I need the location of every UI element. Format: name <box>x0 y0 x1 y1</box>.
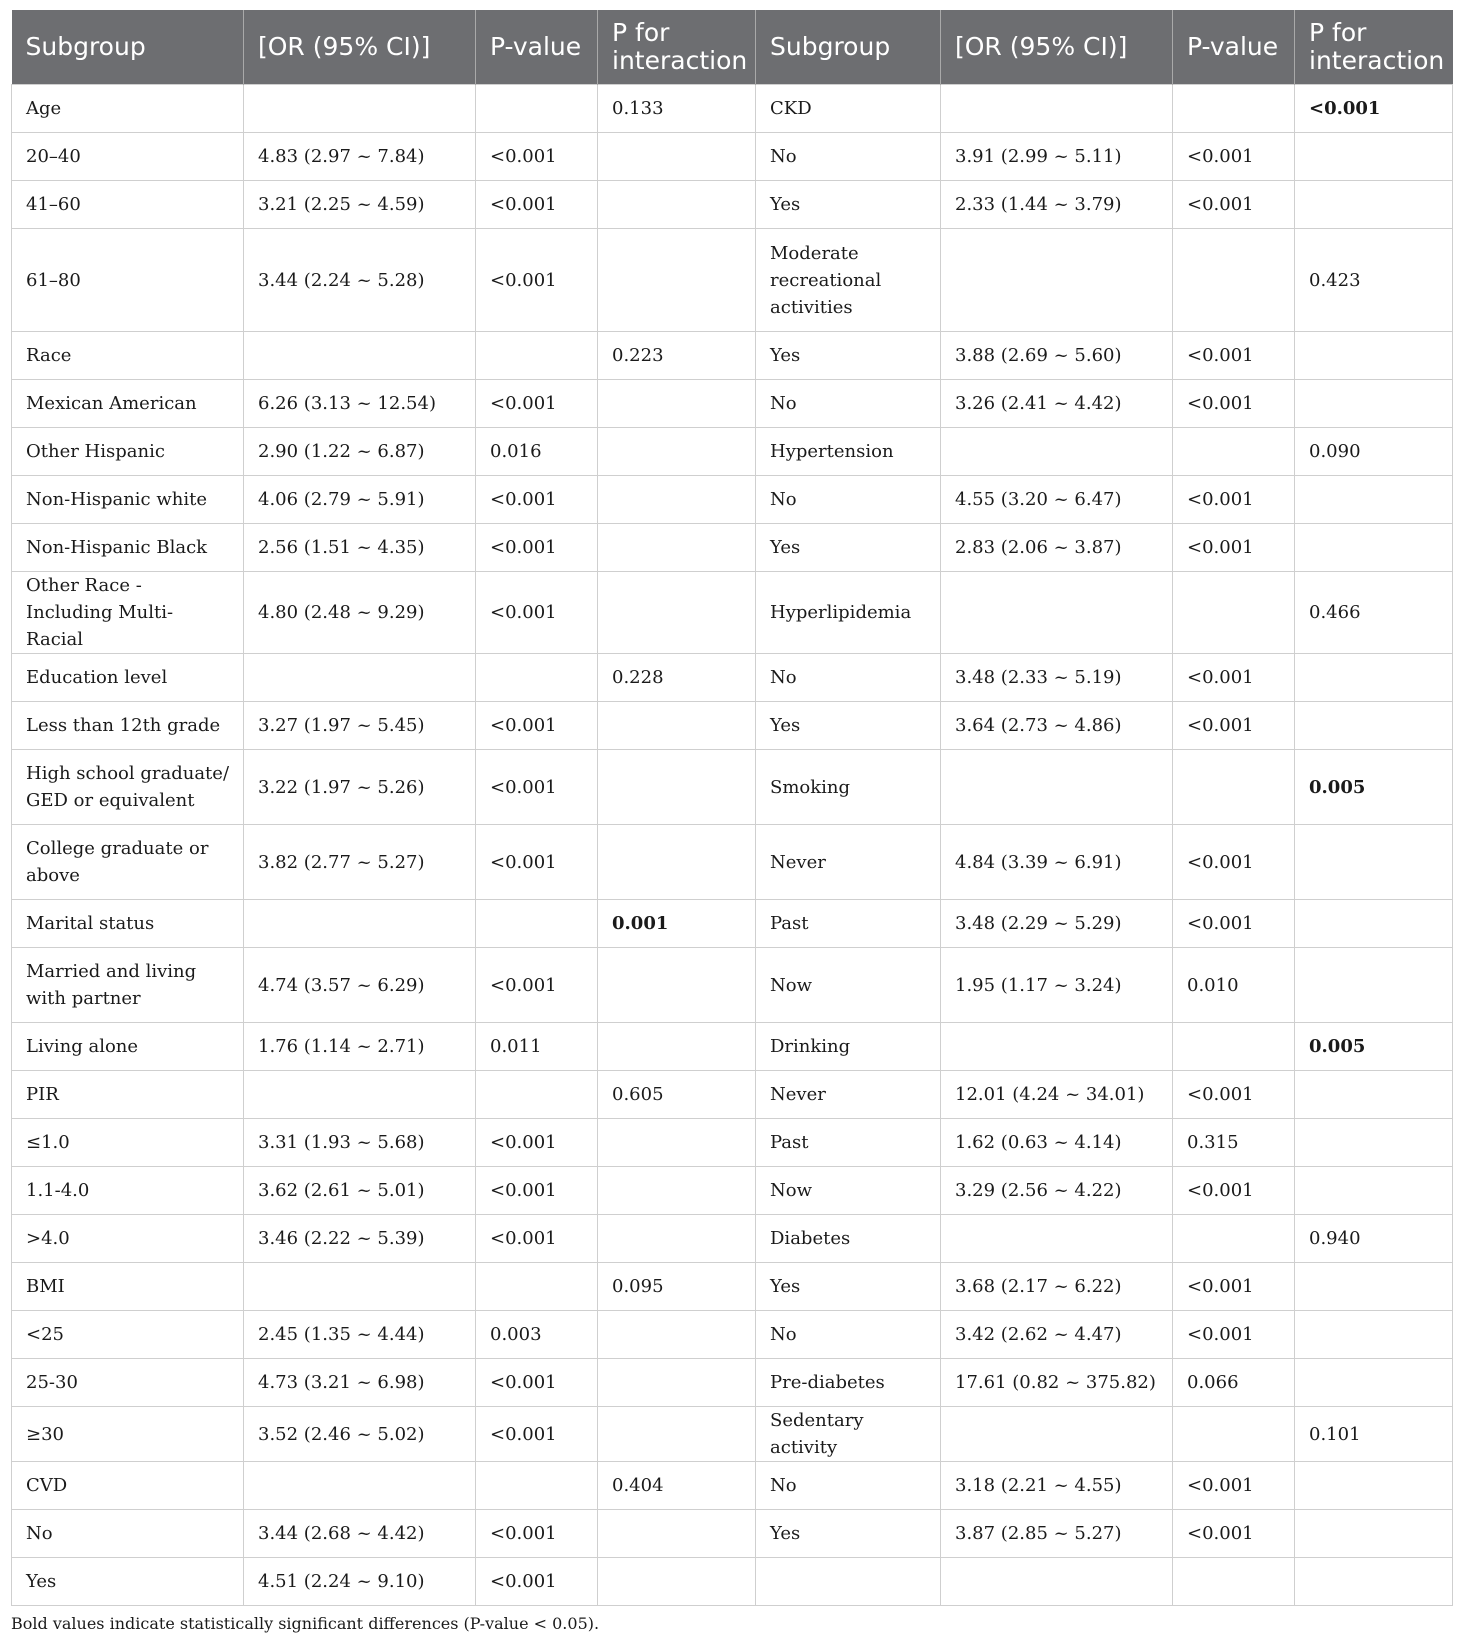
cell-p-interaction <box>598 229 756 332</box>
table-row <box>12 654 1453 702</box>
cell-subgroup: ≥30 <box>12 1407 244 1462</box>
cell-p-interaction <box>598 1311 756 1359</box>
cell-p-interaction-right <box>1295 702 1453 750</box>
table-row <box>12 476 1453 524</box>
cell-or-ci-right <box>941 1215 1173 1263</box>
cell-p-value: <0.001 <box>476 825 598 900</box>
cell-p-value: <0.001 <box>476 1359 598 1407</box>
cell-p-value-right <box>1173 428 1295 476</box>
header-p-interaction: P for interaction <box>598 10 756 85</box>
cell-subgroup: Education level <box>12 654 244 702</box>
cell-subgroup-right: CKD <box>756 85 941 133</box>
cell-subgroup-right: Past <box>756 1119 941 1167</box>
table-row <box>12 948 1453 1023</box>
cell-p-interaction <box>598 1510 756 1558</box>
cell-subgroup-right: Moderate recreational activities <box>756 229 941 332</box>
cell-subgroup: Other Race - Including Multi-Racial <box>12 572 244 654</box>
cell-subgroup: Non-Hispanic white <box>12 476 244 524</box>
cell-subgroup-right: Past <box>756 900 941 948</box>
subgroup-analysis-table <box>11 10 1453 1606</box>
cell-subgroup: No <box>12 1510 244 1558</box>
cell-p-interaction-right <box>1295 380 1453 428</box>
table-row <box>12 332 1453 380</box>
cell-or-ci: 4.74 (3.57 ~ 6.29) <box>244 948 476 1023</box>
cell-subgroup: Age <box>12 85 244 133</box>
cell-subgroup-right: Yes <box>756 524 941 572</box>
cell-or-ci: 3.31 (1.93 ~ 5.68) <box>244 1119 476 1167</box>
table-body <box>12 85 1453 1606</box>
table-row <box>12 380 1453 428</box>
significant-value: 0.001 <box>612 913 669 934</box>
cell-subgroup-right: Now <box>756 948 941 1023</box>
cell-or-ci <box>244 1263 476 1311</box>
cell-subgroup: 1.1-4.0 <box>12 1167 244 1215</box>
cell-p-value-right: <0.001 <box>1173 1462 1295 1510</box>
cell-p-value: <0.001 <box>476 1119 598 1167</box>
cell-p-value-right: <0.001 <box>1173 133 1295 181</box>
cell-or-ci <box>244 1462 476 1510</box>
cell-p-value: <0.001 <box>476 702 598 750</box>
cell-or-ci-right <box>941 1407 1173 1462</box>
cell-p-interaction-right <box>1295 1359 1453 1407</box>
cell-or-ci-right: 4.84 (3.39 ~ 6.91) <box>941 825 1173 900</box>
cell-p-value: <0.001 <box>476 1215 598 1263</box>
cell-or-ci: 3.44 (2.68 ~ 4.42) <box>244 1510 476 1558</box>
cell-p-value <box>476 1071 598 1119</box>
table-header-row <box>12 10 1453 85</box>
table-row <box>12 1311 1453 1359</box>
cell-or-ci-right: 3.91 (2.99 ~ 5.11) <box>941 133 1173 181</box>
cell-p-interaction-right <box>1295 1263 1453 1311</box>
cell-p-interaction <box>598 181 756 229</box>
cell-p-value-right: <0.001 <box>1173 654 1295 702</box>
table-row <box>12 702 1453 750</box>
cell-p-value <box>476 1462 598 1510</box>
cell-p-value: <0.001 <box>476 380 598 428</box>
cell-or-ci-right <box>941 750 1173 825</box>
cell-or-ci: 3.82 (2.77 ~ 5.27) <box>244 825 476 900</box>
cell-p-interaction <box>598 524 756 572</box>
cell-or-ci-right <box>941 428 1173 476</box>
table-row <box>12 428 1453 476</box>
cell-p-value <box>476 85 598 133</box>
cell-p-value: <0.001 <box>476 524 598 572</box>
cell-p-value-right <box>1173 85 1295 133</box>
cell-or-ci-right: 1.62 (0.63 ~ 4.14) <box>941 1119 1173 1167</box>
cell-or-ci-right: 3.29 (2.56 ~ 4.22) <box>941 1167 1173 1215</box>
cell-p-interaction-right: 0.101 <box>1295 1407 1453 1462</box>
cell-or-ci-right: 1.95 (1.17 ~ 3.24) <box>941 948 1173 1023</box>
table-row <box>12 1558 1453 1606</box>
cell-subgroup: >4.0 <box>12 1215 244 1263</box>
cell-p-interaction <box>598 1407 756 1462</box>
cell-p-interaction <box>598 702 756 750</box>
cell-p-interaction-right: 0.423 <box>1295 229 1453 332</box>
cell-p-interaction-right <box>1295 85 1453 133</box>
cell-p-interaction <box>598 1215 756 1263</box>
cell-subgroup-right: No <box>756 380 941 428</box>
significant-value: 0.005 <box>1309 776 1366 798</box>
cell-subgroup-right: No <box>756 133 941 181</box>
cell-p-interaction-right <box>1295 1311 1453 1359</box>
cell-p-interaction-right <box>1295 948 1453 1023</box>
cell-subgroup-right: Yes <box>756 181 941 229</box>
cell-p-value: <0.001 <box>476 948 598 1023</box>
cell-subgroup-right: Sedentary activity <box>756 1407 941 1462</box>
cell-or-ci: 1.76 (1.14 ~ 2.71) <box>244 1023 476 1071</box>
cell-p-interaction: 0.404 <box>598 1462 756 1510</box>
cell-p-interaction-right <box>1295 181 1453 229</box>
cell-p-value-right: <0.001 <box>1173 1263 1295 1311</box>
table-row <box>12 1167 1453 1215</box>
cell-p-value: <0.001 <box>476 1407 598 1462</box>
cell-p-value: <0.001 <box>476 1167 598 1215</box>
cell-p-interaction: 0.095 <box>598 1263 756 1311</box>
cell-p-interaction-right: 0.090 <box>1295 428 1453 476</box>
cell-p-interaction-right <box>1295 900 1453 948</box>
cell-subgroup: 25-30 <box>12 1359 244 1407</box>
cell-or-ci-right: 3.68 (2.17 ~ 6.22) <box>941 1263 1173 1311</box>
cell-subgroup: Non-Hispanic Black <box>12 524 244 572</box>
header-p-value: P-value <box>476 10 598 85</box>
cell-p-interaction <box>598 900 756 948</box>
cell-p-value-right: <0.001 <box>1173 380 1295 428</box>
cell-p-value: <0.001 <box>476 181 598 229</box>
cell-or-ci-right: 17.61 (0.82 ~ 375.82) <box>941 1359 1173 1407</box>
cell-subgroup: Yes <box>12 1558 244 1606</box>
cell-or-ci: 4.83 (2.97 ~ 7.84) <box>244 133 476 181</box>
cell-p-value-right: <0.001 <box>1173 702 1295 750</box>
table-row <box>12 85 1453 133</box>
cell-p-value: <0.001 <box>476 572 598 654</box>
cell-p-interaction <box>598 1359 756 1407</box>
cell-p-interaction <box>598 133 756 181</box>
cell-subgroup-right: Pre-diabetes <box>756 1359 941 1407</box>
cell-p-interaction <box>598 825 756 900</box>
cell-p-interaction <box>598 572 756 654</box>
cell-p-interaction <box>598 1119 756 1167</box>
table-row <box>12 181 1453 229</box>
cell-p-interaction-right <box>1295 1023 1453 1071</box>
cell-or-ci-right: 3.18 (2.21 ~ 4.55) <box>941 1462 1173 1510</box>
cell-subgroup-right: Never <box>756 1071 941 1119</box>
cell-p-interaction <box>598 750 756 825</box>
cell-or-ci: 3.46 (2.22 ~ 5.39) <box>244 1215 476 1263</box>
cell-p-interaction-right <box>1295 1558 1453 1606</box>
cell-or-ci-right: 12.01 (4.24 ~ 34.01) <box>941 1071 1173 1119</box>
cell-or-ci: 3.62 (2.61 ~ 5.01) <box>244 1167 476 1215</box>
table-row <box>12 1407 1453 1462</box>
cell-or-ci: 3.22 (1.97 ~ 5.26) <box>244 750 476 825</box>
cell-p-interaction-right <box>1295 476 1453 524</box>
table-row <box>12 572 1453 654</box>
cell-subgroup-right: No <box>756 476 941 524</box>
cell-p-interaction-right <box>1295 1167 1453 1215</box>
cell-p-value: <0.001 <box>476 1510 598 1558</box>
cell-subgroup: 61–80 <box>12 229 244 332</box>
cell-p-interaction-right <box>1295 1119 1453 1167</box>
cell-p-interaction <box>598 476 756 524</box>
cell-or-ci: 4.51 (2.24 ~ 9.10) <box>244 1558 476 1606</box>
cell-subgroup-right: Yes <box>756 1510 941 1558</box>
cell-p-value-right <box>1173 1558 1295 1606</box>
header-p-interaction-right: P for interaction <box>1295 10 1453 85</box>
cell-p-value-right <box>1173 1215 1295 1263</box>
cell-or-ci: 4.73 (3.21 ~ 6.98) <box>244 1359 476 1407</box>
table-row <box>12 133 1453 181</box>
cell-or-ci-right <box>941 1023 1173 1071</box>
header-p-value-right: P-value <box>1173 10 1295 85</box>
cell-p-value <box>476 1263 598 1311</box>
cell-or-ci: 3.44 (2.24 ~ 5.28) <box>244 229 476 332</box>
cell-subgroup-right: Diabetes <box>756 1215 941 1263</box>
cell-p-value-right: 0.315 <box>1173 1119 1295 1167</box>
cell-subgroup-right <box>756 1558 941 1606</box>
cell-p-interaction-right <box>1295 524 1453 572</box>
cell-subgroup-right: Yes <box>756 702 941 750</box>
cell-p-interaction <box>598 428 756 476</box>
cell-or-ci <box>244 1071 476 1119</box>
cell-or-ci-right <box>941 229 1173 332</box>
cell-subgroup: Living alone <box>12 1023 244 1071</box>
cell-subgroup: Married and living with partner <box>12 948 244 1023</box>
cell-p-value-right: <0.001 <box>1173 1167 1295 1215</box>
table-row <box>12 229 1453 332</box>
cell-or-ci: 3.27 (1.97 ~ 5.45) <box>244 702 476 750</box>
cell-p-value: <0.001 <box>476 750 598 825</box>
cell-or-ci <box>244 654 476 702</box>
cell-p-value-right: <0.001 <box>1173 524 1295 572</box>
cell-p-value-right: <0.001 <box>1173 1510 1295 1558</box>
cell-or-ci-right: 2.33 (1.44 ~ 3.79) <box>941 181 1173 229</box>
cell-p-interaction-right <box>1295 332 1453 380</box>
cell-p-interaction <box>598 1023 756 1071</box>
table-row <box>12 524 1453 572</box>
cell-or-ci-right: 3.48 (2.29 ~ 5.29) <box>941 900 1173 948</box>
cell-subgroup-right: Never <box>756 825 941 900</box>
cell-subgroup-right: Yes <box>756 332 941 380</box>
cell-p-value-right: <0.001 <box>1173 476 1295 524</box>
cell-p-interaction-right <box>1295 825 1453 900</box>
cell-or-ci <box>244 900 476 948</box>
cell-or-ci-right: 3.48 (2.33 ~ 5.19) <box>941 654 1173 702</box>
cell-subgroup: 41–60 <box>12 181 244 229</box>
cell-p-value: <0.001 <box>476 229 598 332</box>
cell-subgroup-right: Drinking <box>756 1023 941 1071</box>
header-or-ci: [OR (95% CI)] <box>244 10 476 85</box>
cell-subgroup: BMI <box>12 1263 244 1311</box>
cell-p-value: 0.011 <box>476 1023 598 1071</box>
table-row <box>12 825 1453 900</box>
cell-p-interaction: 0.133 <box>598 85 756 133</box>
cell-or-ci: 3.52 (2.46 ~ 5.02) <box>244 1407 476 1462</box>
header-or-ci-right: [OR (95% CI)] <box>941 10 1173 85</box>
cell-p-value-right: <0.001 <box>1173 1311 1295 1359</box>
cell-subgroup: CVD <box>12 1462 244 1510</box>
cell-or-ci-right: 3.26 (2.41 ~ 4.42) <box>941 380 1173 428</box>
cell-p-interaction: 0.228 <box>598 654 756 702</box>
cell-subgroup: Race <box>12 332 244 380</box>
cell-p-interaction <box>598 1558 756 1606</box>
cell-subgroup: 20–40 <box>12 133 244 181</box>
cell-p-value <box>476 654 598 702</box>
cell-p-value <box>476 900 598 948</box>
cell-subgroup-right: Smoking <box>756 750 941 825</box>
cell-or-ci-right: 3.88 (2.69 ~ 5.60) <box>941 332 1173 380</box>
cell-p-value-right: <0.001 <box>1173 900 1295 948</box>
cell-subgroup: Less than 12th grade <box>12 702 244 750</box>
cell-subgroup: High school graduate/ GED or equivalent <box>12 750 244 825</box>
table-row <box>12 1263 1453 1311</box>
cell-or-ci-right <box>941 1558 1173 1606</box>
cell-p-interaction: 0.605 <box>598 1071 756 1119</box>
cell-p-value: <0.001 <box>476 133 598 181</box>
cell-or-ci-right: 3.87 (2.85 ~ 5.27) <box>941 1510 1173 1558</box>
cell-or-ci-right: 3.64 (2.73 ~ 4.86) <box>941 702 1173 750</box>
header-subgroup-right: Subgroup <box>756 10 941 85</box>
cell-p-value: 0.016 <box>476 428 598 476</box>
cell-p-interaction <box>598 1167 756 1215</box>
cell-p-value <box>476 332 598 380</box>
cell-subgroup-right: Hyperlipidemia <box>756 572 941 654</box>
table-row <box>12 1119 1453 1167</box>
cell-subgroup: Marital status <box>12 900 244 948</box>
cell-or-ci: 4.80 (2.48 ~ 9.29) <box>244 572 476 654</box>
cell-or-ci: 6.26 (3.13 ~ 12.54) <box>244 380 476 428</box>
table-row <box>12 1462 1453 1510</box>
cell-p-value-right: <0.001 <box>1173 825 1295 900</box>
cell-or-ci: 4.06 (2.79 ~ 5.91) <box>244 476 476 524</box>
cell-p-interaction-right <box>1295 1462 1453 1510</box>
cell-p-interaction-right <box>1295 750 1453 825</box>
cell-p-value-right <box>1173 1407 1295 1462</box>
cell-subgroup: Mexican American <box>12 380 244 428</box>
cell-p-value-right <box>1173 572 1295 654</box>
table-row <box>12 1359 1453 1407</box>
header-subgroup: Subgroup <box>12 10 244 85</box>
cell-p-value: <0.001 <box>476 476 598 524</box>
cell-subgroup-right: Hypertension <box>756 428 941 476</box>
cell-p-value-right: <0.001 <box>1173 181 1295 229</box>
cell-p-value-right: <0.001 <box>1173 1071 1295 1119</box>
cell-subgroup: ≤1.0 <box>12 1119 244 1167</box>
cell-subgroup: <25 <box>12 1311 244 1359</box>
cell-p-interaction: 0.223 <box>598 332 756 380</box>
cell-or-ci-right: 2.83 (2.06 ~ 3.87) <box>941 524 1173 572</box>
cell-or-ci-right <box>941 572 1173 654</box>
cell-subgroup-right: No <box>756 654 941 702</box>
cell-subgroup: PIR <box>12 1071 244 1119</box>
cell-subgroup-right: No <box>756 1311 941 1359</box>
cell-p-value: <0.001 <box>476 1558 598 1606</box>
cell-or-ci <box>244 85 476 133</box>
cell-or-ci: 2.45 (1.35 ~ 4.44) <box>244 1311 476 1359</box>
cell-or-ci: 3.21 (2.25 ~ 4.59) <box>244 181 476 229</box>
cell-p-interaction-right <box>1295 1071 1453 1119</box>
cell-p-value-right: 0.010 <box>1173 948 1295 1023</box>
cell-p-value-right <box>1173 229 1295 332</box>
cell-p-value-right: 0.066 <box>1173 1359 1295 1407</box>
table-row <box>12 1510 1453 1558</box>
cell-p-value-right <box>1173 750 1295 825</box>
cell-subgroup-right: Yes <box>756 1263 941 1311</box>
table-row <box>12 1215 1453 1263</box>
table-row <box>12 900 1453 948</box>
cell-p-value: 0.003 <box>476 1311 598 1359</box>
subgroup-table-container <box>11 10 1452 1606</box>
cell-subgroup: College graduate or above <box>12 825 244 900</box>
cell-or-ci-right <box>941 85 1173 133</box>
cell-subgroup: Other Hispanic <box>12 428 244 476</box>
cell-or-ci <box>244 332 476 380</box>
cell-or-ci: 2.90 (1.22 ~ 6.87) <box>244 428 476 476</box>
cell-p-interaction <box>598 380 756 428</box>
cell-or-ci-right: 4.55 (3.20 ~ 6.47) <box>941 476 1173 524</box>
cell-or-ci-right: 3.42 (2.62 ~ 4.47) <box>941 1311 1173 1359</box>
cell-or-ci: 2.56 (1.51 ~ 4.35) <box>244 524 476 572</box>
cell-p-interaction-right <box>1295 1510 1453 1558</box>
cell-p-interaction <box>598 948 756 1023</box>
table-footnote: Bold values indicate statistically significant differences (P-value < 0.05). <box>11 1614 600 1633</box>
significant-value: 0.005 <box>1309 1036 1366 1057</box>
table-row <box>12 750 1453 825</box>
cell-p-interaction-right <box>1295 133 1453 181</box>
cell-p-interaction-right <box>1295 654 1453 702</box>
cell-subgroup-right: Now <box>756 1167 941 1215</box>
cell-p-interaction-right: 0.466 <box>1295 572 1453 654</box>
significant-value: <0.001 <box>1309 98 1381 119</box>
cell-p-value-right: <0.001 <box>1173 332 1295 380</box>
cell-p-interaction-right: 0.940 <box>1295 1215 1453 1263</box>
table-row <box>12 1023 1453 1071</box>
cell-p-value-right <box>1173 1023 1295 1071</box>
table-row <box>12 1071 1453 1119</box>
cell-subgroup-right: No <box>756 1462 941 1510</box>
